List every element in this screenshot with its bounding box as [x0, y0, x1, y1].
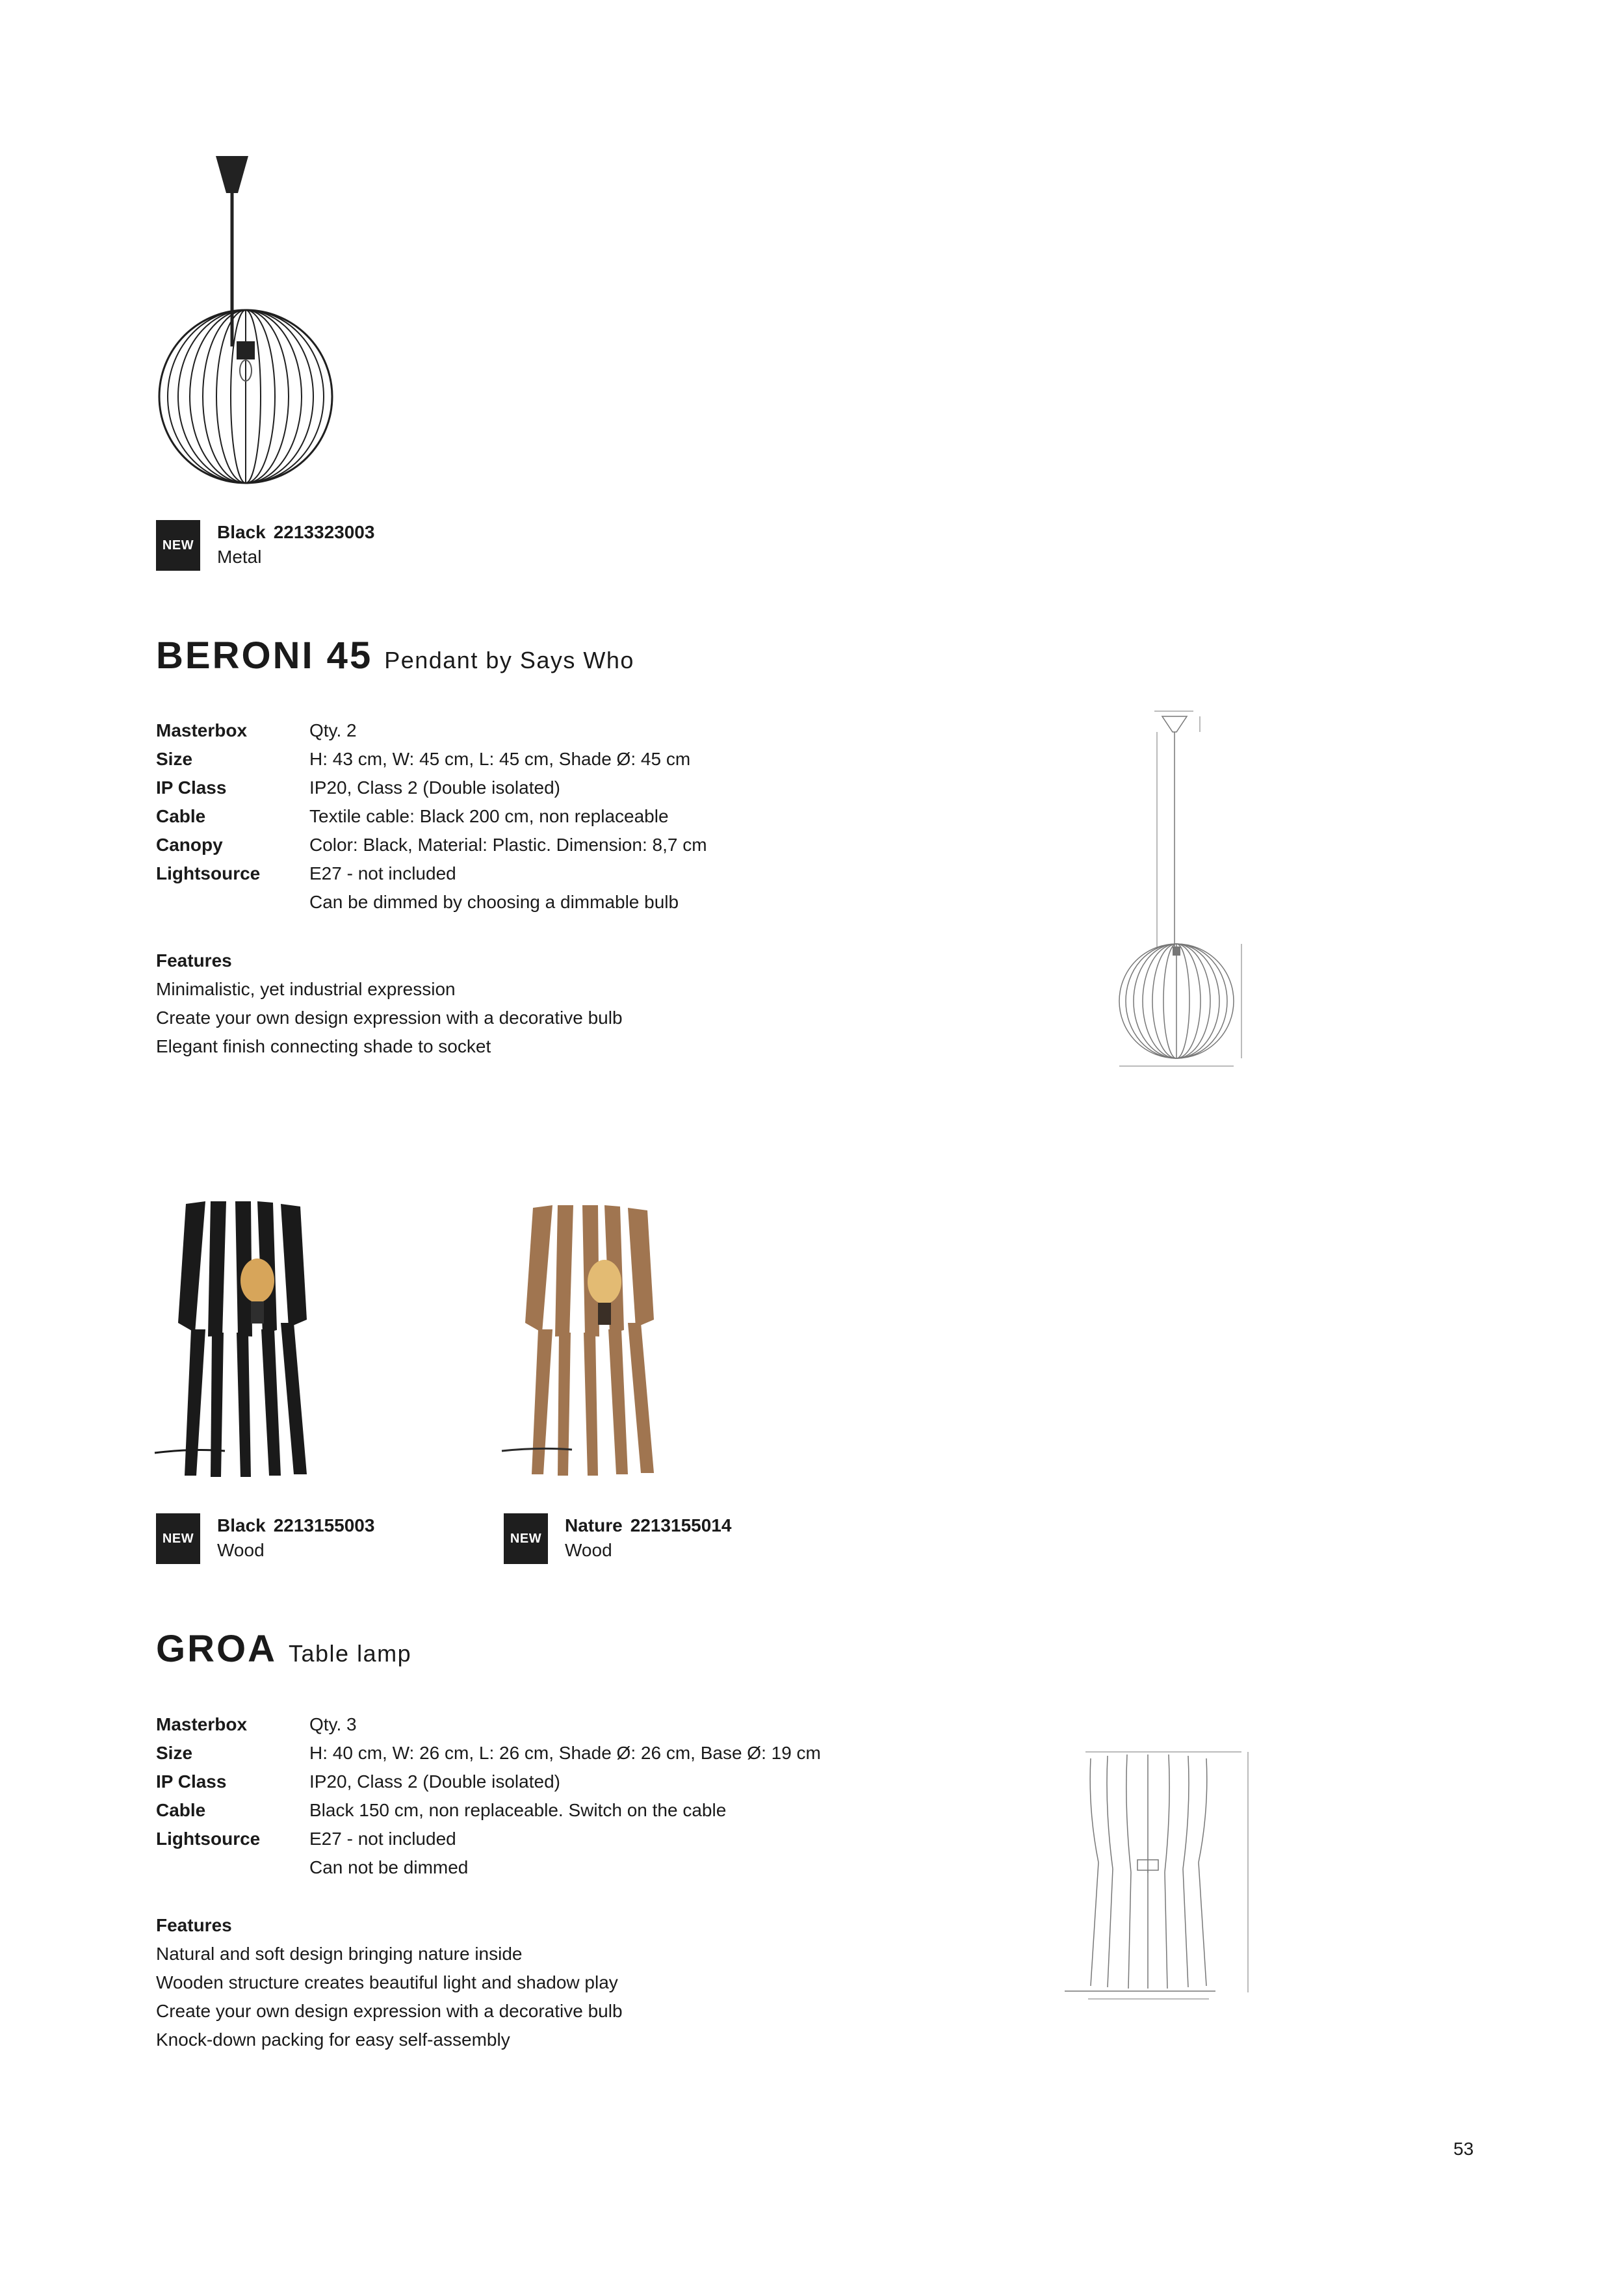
- variant-material: Wood: [565, 1540, 612, 1560]
- spec-value: H: 40 cm, W: 26 cm, L: 26 cm, Shade Ø: 26 cm, Base Ø: 19 cm: [309, 1743, 821, 1763]
- product-name: GROA: [156, 1628, 277, 1670]
- spec-label: Cable: [156, 1800, 206, 1820]
- beroni-product-photo: [149, 146, 422, 497]
- beroni-variant-black: [156, 520, 468, 572]
- groa-features: [156, 1911, 623, 2054]
- variant-color: Black: [217, 522, 266, 542]
- spec-row: [156, 745, 707, 774]
- spec-value: E27 - not included: [309, 1829, 456, 1849]
- spec-label: Cable: [156, 806, 206, 826]
- spec-label: Size: [156, 749, 193, 769]
- spec-row: [156, 859, 707, 888]
- spec-row: [156, 888, 707, 917]
- feature-item: Minimalistic, yet industrial expression: [156, 979, 456, 999]
- variant-code: 2213155003: [273, 1515, 375, 1535]
- spec-value: IP20, Class 2 (Double isolated): [309, 1771, 560, 1792]
- spec-row: [156, 1710, 821, 1739]
- beroni-technical-drawing: [1105, 702, 1274, 1079]
- spec-row: [156, 1739, 821, 1768]
- variant-code: 2213323003: [273, 522, 375, 542]
- beroni-spec-table: [156, 716, 707, 917]
- spec-value: Black 150 cm, non replaceable. Switch on the cable: [309, 1800, 727, 1820]
- spec-row: [156, 802, 707, 831]
- groa-technical-drawing: [1059, 1732, 1267, 2012]
- spec-row: [156, 774, 707, 802]
- feature-item: Natural and soft design bringing nature inside: [156, 1944, 523, 1964]
- new-badge: NEW: [156, 1513, 200, 1564]
- spec-label: Masterbox: [156, 1714, 248, 1734]
- spec-value: IP20, Class 2 (Double isolated): [309, 777, 560, 798]
- groa-nature-product-photo: [500, 1196, 708, 1482]
- variant-material: Wood: [217, 1540, 265, 1560]
- spec-row: [156, 1796, 821, 1825]
- groa-variant-nature: [504, 1513, 816, 1565]
- spec-label: IP Class: [156, 777, 227, 798]
- spec-value: Can not be dimmed: [309, 1857, 469, 1877]
- variant-color: Black: [217, 1515, 266, 1535]
- spec-value: Qty. 2: [309, 720, 357, 740]
- variant-color: Nature: [565, 1515, 623, 1535]
- feature-item: Create your own design expression with a decorative bulb: [156, 1008, 623, 1028]
- spec-label: Lightsource: [156, 1829, 261, 1849]
- groa-variant-black: [156, 1513, 468, 1565]
- spec-label: [156, 1853, 309, 1882]
- spec-label: Lightsource: [156, 863, 261, 883]
- spec-value: E27 - not included: [309, 863, 456, 883]
- spec-row: [156, 1853, 821, 1882]
- spec-label: Canopy: [156, 835, 223, 855]
- variant-code: 2213155014: [630, 1515, 732, 1535]
- features-heading: Features: [156, 950, 232, 971]
- spec-value: H: 43 cm, W: 45 cm, L: 45 cm, Shade Ø: 45 cm: [309, 749, 691, 769]
- feature-item: Knock-down packing for easy self-assembly: [156, 2029, 510, 2050]
- spec-row: [156, 1768, 821, 1796]
- new-badge: NEW: [156, 520, 200, 571]
- groa-title: [156, 1627, 411, 1671]
- beroni-title: [156, 634, 634, 677]
- spec-value: Color: Black, Material: Plastic. Dimension: 8,7 cm: [309, 835, 707, 855]
- spec-row: [156, 716, 707, 745]
- spec-label: Size: [156, 1743, 193, 1763]
- product-name: BERONI 45: [156, 634, 373, 677]
- spec-label: [156, 888, 309, 917]
- groa-spec-table: [156, 1710, 821, 1882]
- page-number: 53: [1453, 2139, 1474, 2159]
- groa-black-product-photo: [153, 1196, 361, 1482]
- beroni-features: [156, 946, 623, 1061]
- feature-item: Elegant finish connecting shade to socket: [156, 1036, 491, 1056]
- new-badge: NEW: [504, 1513, 548, 1564]
- spec-label: IP Class: [156, 1771, 227, 1792]
- variant-material: Metal: [217, 547, 262, 567]
- product-subtitle: Table lamp: [289, 1640, 412, 1667]
- spec-row: [156, 1825, 821, 1853]
- spec-value: Textile cable: Black 200 cm, non replaceable: [309, 806, 669, 826]
- spec-row: [156, 831, 707, 859]
- features-heading: Features: [156, 1915, 232, 1935]
- feature-item: Wooden structure creates beautiful light and shadow play: [156, 1972, 618, 1992]
- spec-label: Masterbox: [156, 720, 248, 740]
- product-subtitle: Pendant by Says Who: [384, 647, 634, 673]
- spec-value: Can be dimmed by choosing a dimmable bulb: [309, 892, 679, 912]
- spec-value: Qty. 3: [309, 1714, 357, 1734]
- feature-item: Create your own design expression with a decorative bulb: [156, 2001, 623, 2021]
